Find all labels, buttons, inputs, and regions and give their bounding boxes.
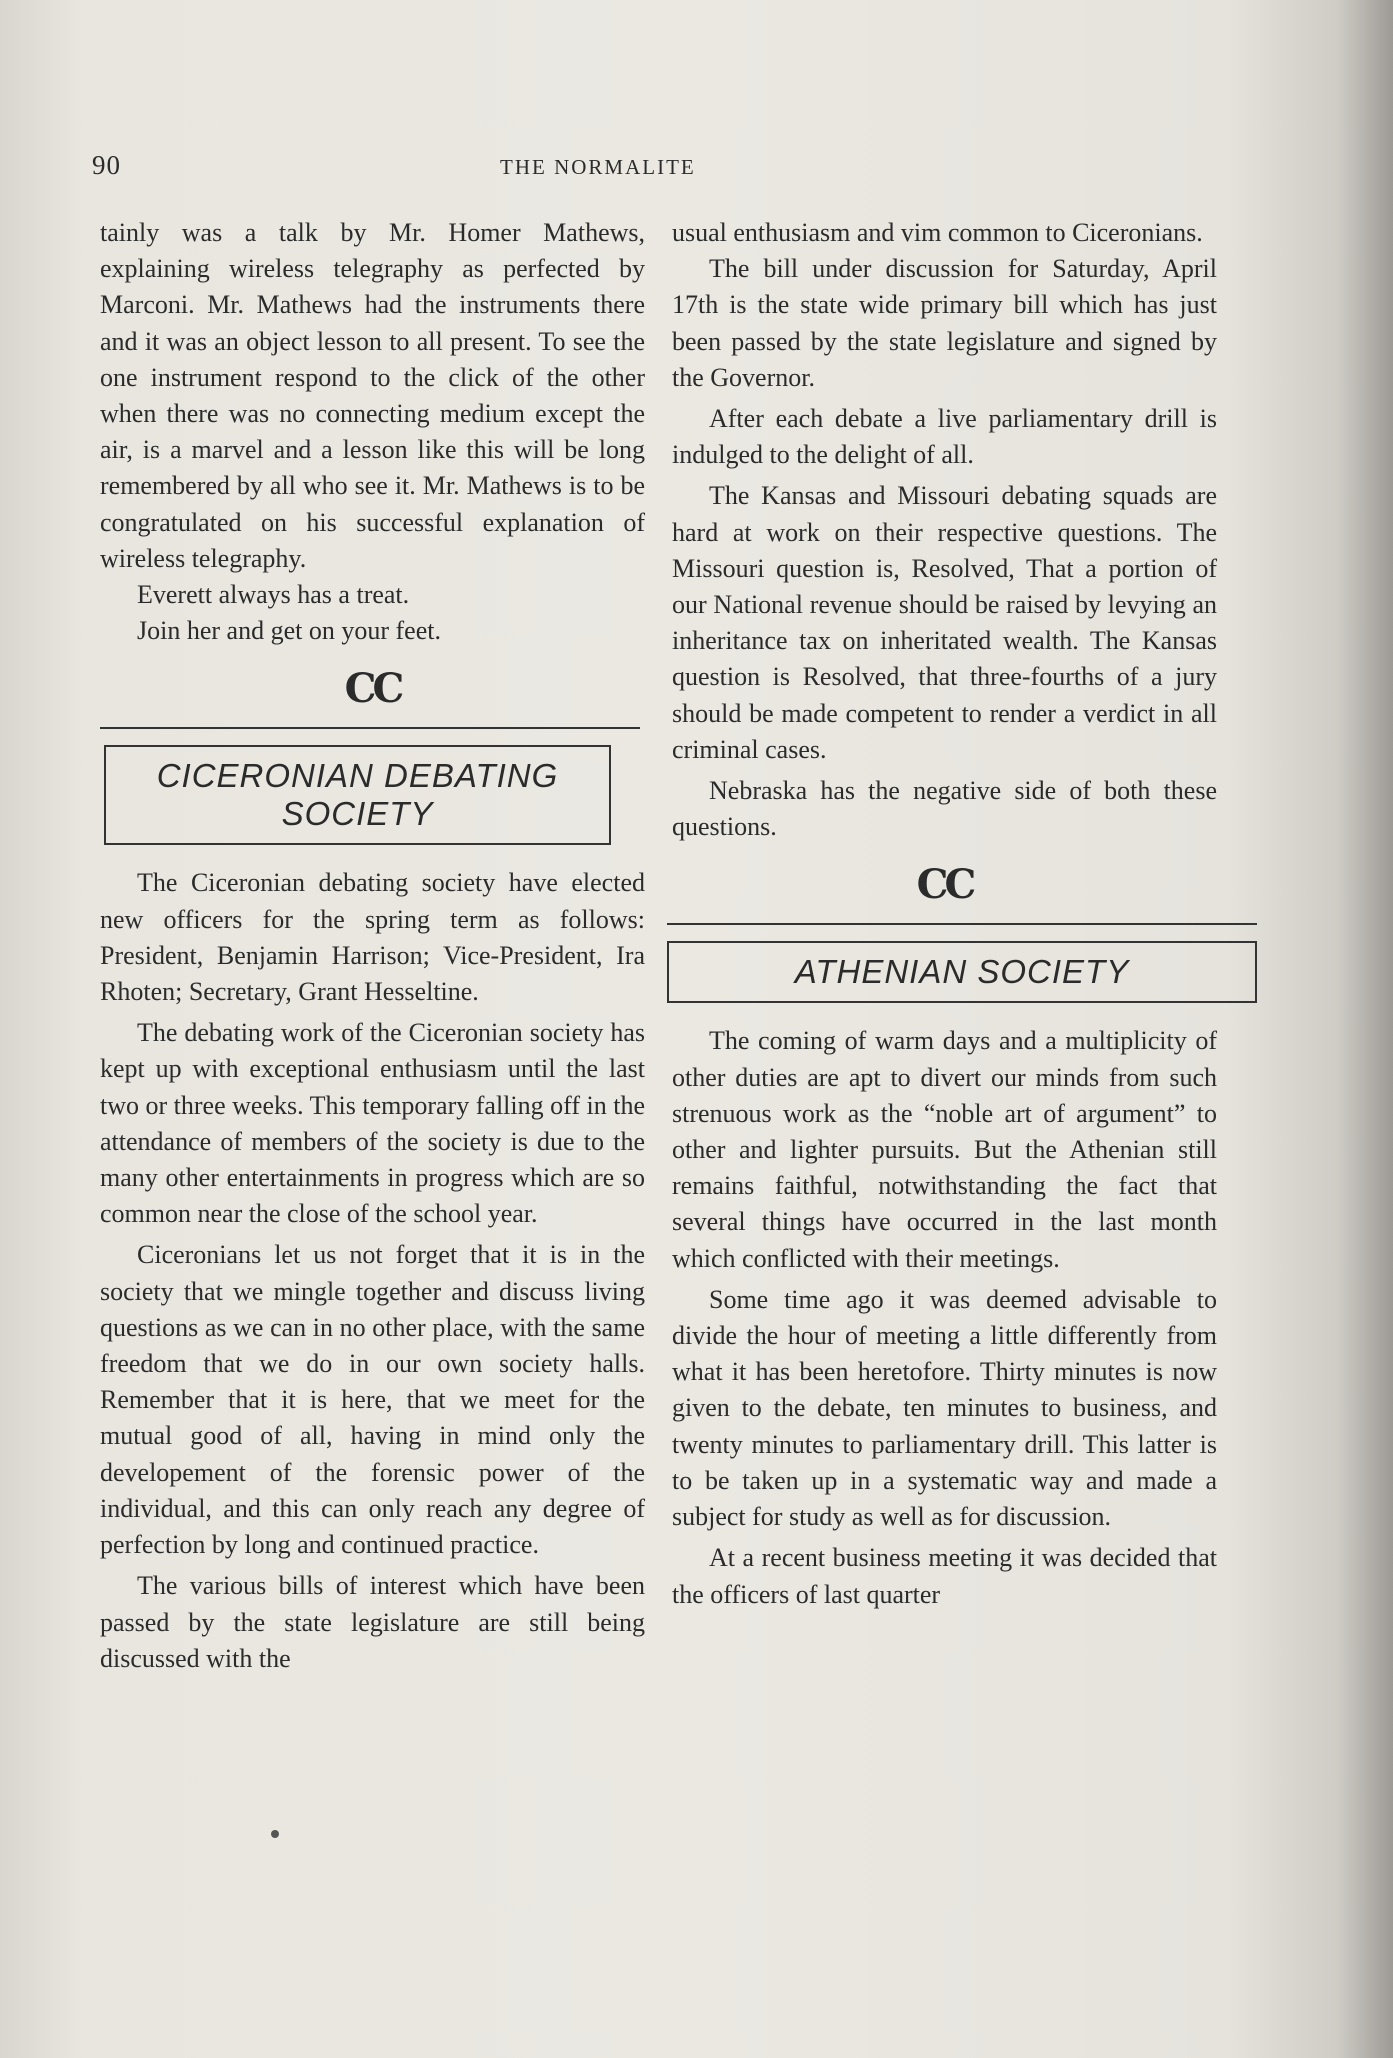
heading-frame: [667, 923, 1257, 1003]
right-paragraph: Nebraska has the negative side of both these questions.: [672, 776, 1217, 842]
right-column: [672, 215, 1217, 1613]
left-paragraph: The Ciceronian debating society have elected new officers for the spring term as follows: President, Benjamin Harrison; Vice-President, Ira Rhoten; Secretary, Grant Hesseltine.: [100, 868, 645, 1007]
section-ornament: CC: [916, 861, 973, 909]
left-paragraph: The various bills of interest which have been passed by the state legislature are still being discussed with the: [100, 1571, 645, 1673]
right-paragraph: The coming of warm days and a multiplicity of other duties are apt to divert our minds from such strenuous work as the “noble art of argument” to other and lighter pursuits. But the Athenian still remains faithful, notwithstanding the fact that several things have occurred in the last month which conflicted with their meetings.: [672, 1026, 1217, 1273]
running-title: THE NORMALITE: [500, 155, 696, 179]
right-paragraph: After each debate a live parliamentary drill is indulged to the delight of all.: [672, 404, 1217, 470]
right-paragraph: At a recent business meeting it was decided that the officers of last quarter: [672, 1543, 1217, 1609]
section-heading: CICERONIAN DEBATING SOCIETY: [104, 745, 611, 845]
verse-line: Everett always has a treat.: [137, 580, 410, 610]
heading-frame: [100, 727, 640, 845]
left-paragraph: Ciceronians let us not forget that it is in the society that we mingle together and discuss living questions as we can in no other place, with the same freedom that we do in our own society halls. Remember that it is here, that we meet for the mutual good of all, having in mind only the developement of the forensic power of the individual, and this can only reach any degree of perfection by long and continued practice.: [100, 1240, 645, 1560]
left-paragraph: tainly was a talk by Mr. Homer Mathews, explaining wireless telegraphy as perfected by Marconi. Mr. Mathews had the instruments there and it was an object lesson to all present. To see the one instrument respond to the click of the other when there was no connecting medium except the air, is a marvel and a lesson like this will be long remembered by all who see it. Mr. Mathews is to be congratulated on his successful explanation of wireless telegraphy.: [100, 218, 645, 573]
section-heading: ATHENIAN SOCIETY: [667, 941, 1257, 1003]
right-paragraph: The bill under discussion for Saturday, April 17th is the state wide primary bill which has just been passed by the state legislature and signed by the Governor.: [672, 254, 1217, 392]
right-paragraph: usual enthusiasm and vim common to Ciceronians.: [672, 218, 1203, 247]
right-paragraph: Some time ago it was deemed advisable to divide the hour of meeting a little differently from what it has been heretofore. Thirty minutes is now given to the debate, ten minutes to business, and twenty minutes to parliamentary drill. This latter is to be taken up in a systematic way and made a subject for study as well as for discussion.: [672, 1284, 1217, 1532]
ink-spot: [271, 1830, 279, 1838]
right-paragraph: The Kansas and Missouri debating squads are hard at work on their respective questions. The Missouri question is, Resolved, That a portion of our National revenue should be raised by levying an inheritance tax on inheritated wealth. The Kansas question is Resolved, that three-fourths of a jury should be made competent to render a verdict in all criminal cases.: [672, 481, 1217, 764]
section-ornament: CC: [344, 665, 401, 713]
page-number: 90: [92, 150, 121, 180]
left-paragraph: The debating work of the Ciceronian society has kept up with exceptional enthusiasm until the last two or three weeks. This temporary falling off in the attendance of members of the society is due to the many other entertainments in progress which are so common near the close of the school year.: [100, 1018, 645, 1229]
verse-line: Join her and get on your feet.: [137, 616, 441, 646]
left-column: [100, 215, 645, 1677]
